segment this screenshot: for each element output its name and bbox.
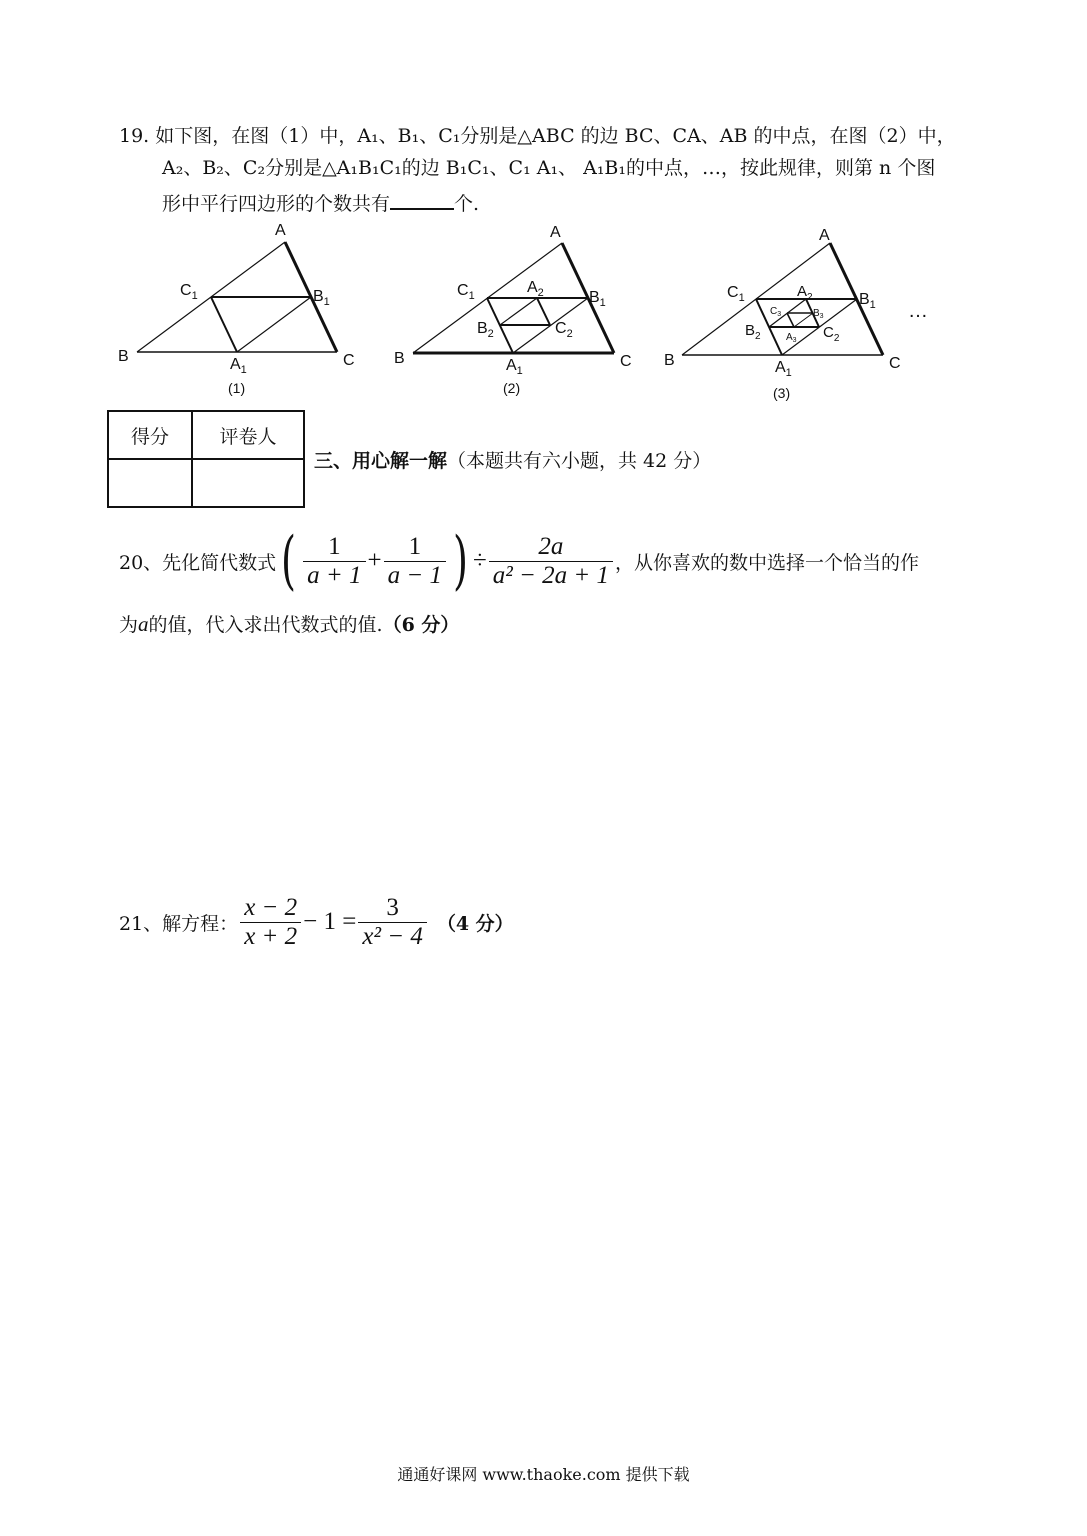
fig3-label-c1: $C_1$ xyxy=(727,284,745,304)
score-cell[interactable] xyxy=(108,459,192,507)
fig1-mid-a1b1 xyxy=(237,297,311,352)
q19-line-2: A₂、B₂、C₂分别是△A₁B₁C₁的边 B₁C₁、C₁ A₁、 A₁B₁的中点，…，按此规律，则第 n 个图 xyxy=(162,157,936,179)
q21-minus-one: − 1 = xyxy=(303,908,357,935)
q20-line-2-a: 为 xyxy=(119,614,139,636)
q19-figures xyxy=(100,215,960,410)
fig3-inner2-a3b3 xyxy=(794,313,813,327)
fig1-label-a1: $A_1$ xyxy=(230,356,247,376)
fig2-inner-a2c2 xyxy=(537,298,550,325)
fig1-caption: (1) xyxy=(228,380,246,396)
right-paren: ) xyxy=(453,524,468,598)
answer-blank[interactable] xyxy=(390,188,454,210)
q20-var-a: a xyxy=(138,612,149,636)
q21-frac-1 xyxy=(240,894,301,951)
fig1-label-b: B xyxy=(118,348,129,365)
q20-frac-2-num: 1 xyxy=(408,532,422,560)
figures-ellipsis: … xyxy=(908,300,928,322)
q21-points: （4 分） xyxy=(436,912,514,935)
fig2-label-b1: $B_1$ xyxy=(589,289,606,309)
q20-frac-2-den: a − 1 xyxy=(384,561,446,590)
q21-line xyxy=(119,882,514,962)
fig3-caption: (3) xyxy=(773,385,791,401)
fig2-inner-b2a2 xyxy=(500,298,537,325)
fig2-caption: (2) xyxy=(503,380,521,396)
q21-frac-1-num: x − 2 xyxy=(244,893,298,921)
fig3-label-a2: $A_2$ xyxy=(797,283,813,303)
fig2-label-c2: $C_2$ xyxy=(555,320,573,340)
fig2-label-b: B xyxy=(394,350,405,367)
section-3-heading xyxy=(314,449,711,473)
q19-line-3 xyxy=(162,188,479,216)
page-footer: 通通好课网 www.thaoke.com 提供下载 xyxy=(397,1465,690,1484)
q21-frac-2-num: 3 xyxy=(386,893,399,921)
plus-sign: + xyxy=(367,547,382,574)
q21-frac-1-den: x + 2 xyxy=(240,922,301,951)
figure-3 xyxy=(664,227,901,401)
q20-frac-1-num: 1 xyxy=(328,532,341,560)
q20-frac-3-num: 2a xyxy=(538,532,564,560)
fig3-label-b1: $B_1$ xyxy=(859,291,876,311)
q20-prefix: 20、先化简代数式 xyxy=(119,551,277,574)
fig3-label-a1: $A_1$ xyxy=(775,359,792,379)
q19-line-3-text: 形中平行四边形的个数共有 xyxy=(162,193,391,215)
fig3-label-b: B xyxy=(664,352,675,369)
fig2-label-c: C xyxy=(620,353,632,370)
fig2-label-a: A xyxy=(550,224,561,241)
left-paren: ( xyxy=(281,524,297,598)
fig1-label-c1: $C_1$ xyxy=(180,282,198,302)
figure-1 xyxy=(118,222,355,396)
figure-2 xyxy=(394,224,632,396)
score-header: 得分 xyxy=(108,411,192,459)
fig1-label-b1: $B_1$ xyxy=(313,288,330,308)
q21-frac-2-den: x² − 4 xyxy=(358,922,426,951)
q21-frac-2 xyxy=(358,894,426,951)
q20-suffix: ，从你喜欢的数中选择一个恰当的作 xyxy=(614,551,919,574)
q20-line-2-b: 的值，代入求出代数式的值. xyxy=(148,614,383,636)
section-3-note: （本题共有六小题，共 42 分） xyxy=(447,450,712,472)
fig2-label-a1: $A_1$ xyxy=(506,357,523,377)
fig3-label-c2: $C_2$ xyxy=(823,324,840,344)
fig3-inner2-c3a3 xyxy=(787,313,794,327)
fig2-label-a2: $A_2$ xyxy=(527,279,544,299)
fig3-label-c3: $C_3$ xyxy=(770,306,782,318)
q20-frac-3-den: a² − 2a + 1 xyxy=(489,561,613,590)
q19-line-1: 19. 如下图，在图（1）中，A₁、B₁、C₁分别是△ABC 的边 BC、CA、AB 的中点，在图（2）中， xyxy=(119,125,956,147)
q21-prefix: 21、解方程： xyxy=(119,912,239,935)
divide-sign: ÷ xyxy=(472,547,487,574)
q19-line-3-end: 个. xyxy=(454,193,480,215)
fig3-label-a3: $A_3$ xyxy=(786,332,797,344)
q20-frac-2 xyxy=(384,533,446,590)
q20-frac-3 xyxy=(489,533,613,590)
fig2-label-b2: $B_2$ xyxy=(477,320,494,340)
fig1-mid-c1a1 xyxy=(211,297,237,352)
score-table xyxy=(107,410,305,508)
fig3-label-b2: $B_2$ xyxy=(745,322,761,342)
q20-points: （6 分） xyxy=(382,614,460,636)
q20-line-1 xyxy=(119,520,919,602)
fig1-label-c: C xyxy=(343,352,355,369)
fig3-label-a: A xyxy=(819,227,830,244)
q20-line-2 xyxy=(119,612,459,637)
section-3-title: 三、用心解一解 xyxy=(314,450,448,472)
fig1-label-a: A xyxy=(275,222,286,239)
grader-cell[interactable] xyxy=(192,459,304,507)
fig3-label-c: C xyxy=(889,355,901,372)
q20-frac-1 xyxy=(303,533,365,590)
grader-header: 评卷人 xyxy=(192,411,304,459)
fig3-label-b3: $B_3$ xyxy=(813,308,824,320)
q20-frac-1-den: a + 1 xyxy=(303,561,365,590)
fig2-label-c1: $C_1$ xyxy=(457,282,475,302)
